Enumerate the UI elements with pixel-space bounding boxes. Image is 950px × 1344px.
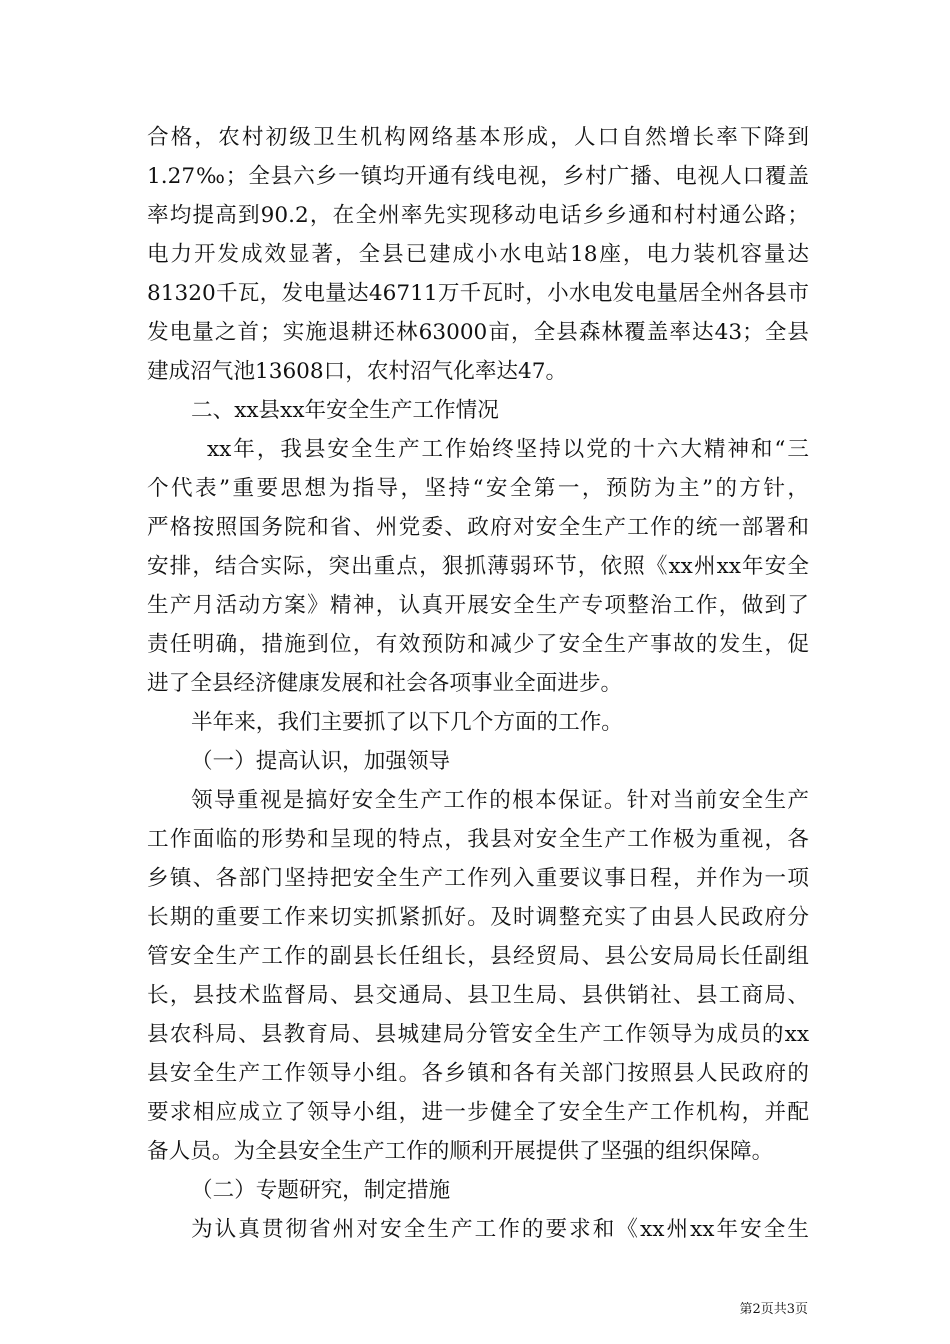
page-number: 第2页共3页 [739,1302,808,1317]
text-line: 备人员。为全县安全生产工作的顺利开展提供了坚强的组织保障。 [147,1139,774,1164]
document-body [147,118,809,1249]
text-line: 进了全县经济健康发展和社会各项事业全面进步。 [147,671,623,696]
text-line: 长期的重要工作来切实抓紧抓好。及时调整充实了由县人民政府分 [147,905,809,930]
subsection-heading: （二）专题研究，制定措施 [191,1178,451,1203]
subsection-heading: （一）提高认识，加强领导 [191,749,451,774]
text-line: 81320千瓦，发电量达46711万千瓦时，小水电发电量居全州各县市 [147,281,809,306]
text-line: 长，县技术监督局、县交通局、县卫生局、县供销社、县工商局、 [147,983,809,1008]
text-line: 发电量之首；实施退耕还林63000亩，全县森林覆盖率达43；全县 [147,320,809,345]
text-line: 要求相应成立了领导小组，进一步健全了安全生产工作机构，并配 [147,1100,809,1125]
text-line: 乡镇、各部门坚持把安全生产工作列入重要议事日程，并作为一项 [147,866,809,891]
text-line: 领导重视是搞好安全生产工作的根本保证。针对当前安全生产 [191,788,809,813]
text-line: 电力开发成效显著，全县已建成小水电站18座，电力装机容量达 [147,242,809,267]
text-line: 合格，农村初级卫生机构网络基本形成，人口自然增长率下降到 [147,125,809,150]
text-line: 县安全生产工作领导小组。各乡镇和各有关部门按照县人民政府的 [147,1061,809,1086]
text-line: 安排，结合实际，突出重点，狠抓薄弱环节，依照《xx州xx年安全 [147,554,809,579]
text-line: 责任明确，措施到位，有效预防和减少了安全生产事故的发生，促 [147,632,809,657]
text-line: 管安全生产工作的副县长任组长，县经贸局、县公安局局长任副组 [147,944,809,969]
text-line: 半年来，我们主要抓了以下几个方面的工作。 [191,710,623,735]
text-line: 严格按照国务院和省、州党委、政府对安全生产工作的统一部署和 [147,515,809,540]
text-line: xx年，我县安全生产工作始终坚持以党的十六大精神和“三 [207,437,809,462]
text-line: 建成沼气池13608口，农村沼气化率达47。 [147,359,568,384]
text-line: 率均提高到90.2，在全州率先实现移动电话乡乡通和村村通公路； [147,203,809,228]
text-line: 1.27‰；全县六乡一镇均开通有线电视，乡村广播、电视人口覆盖 [147,164,809,189]
section-heading: 二、xx县xx年安全生产工作情况 [191,398,499,423]
text-line: 个代表”重要思想为指导，坚持“安全第一，预防为主”的方针， [147,476,809,501]
text-line: 工作面临的形势和呈现的特点，我县对安全生产工作极为重视，各 [147,827,809,852]
text-line: 生产月活动方案》精神，认真开展安全生产专项整治工作，做到了 [147,593,809,618]
text-line: 为认真贯彻省州对安全生产工作的要求和《xx州xx年安全生 [191,1217,809,1242]
text-line: 县农科局、县教育局、县城建局分管安全生产工作领导为成员的xx [147,1022,809,1047]
